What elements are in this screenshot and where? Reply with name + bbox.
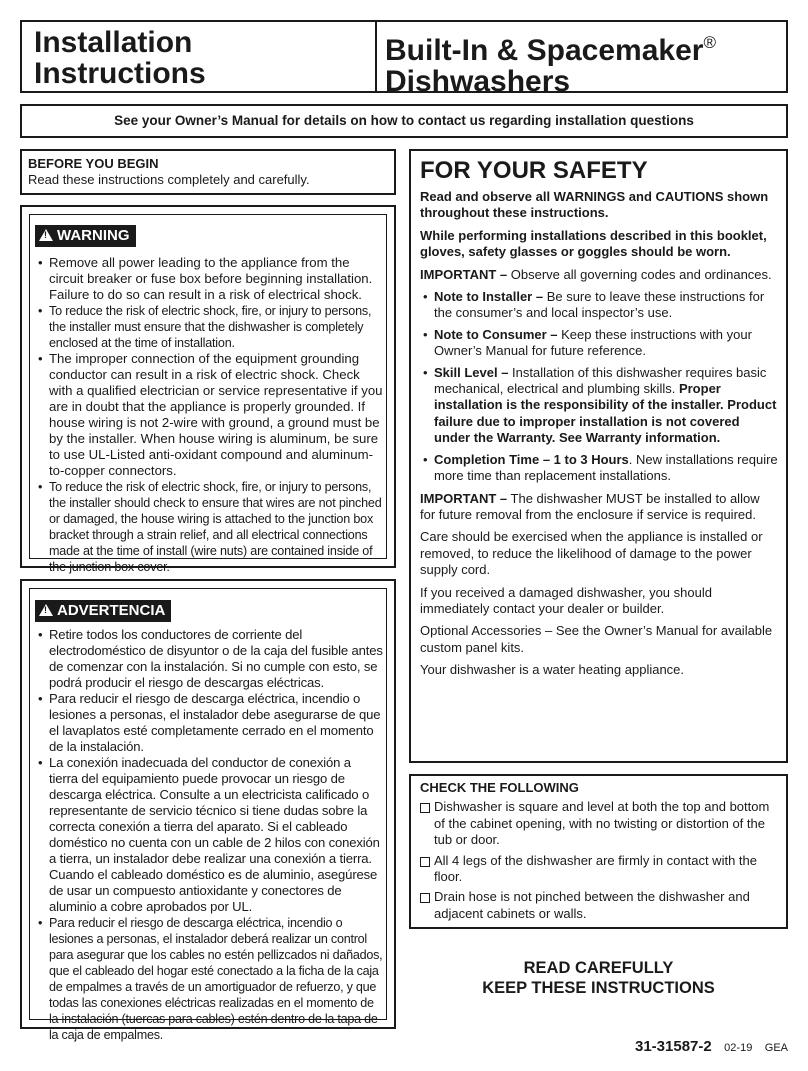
safety-bullet bbox=[420, 289, 778, 322]
registered-mark: ® bbox=[703, 33, 716, 52]
product-title-line-2: Dishwashers bbox=[385, 65, 571, 98]
safety-bullets bbox=[420, 289, 778, 484]
read-carefully-line-1: READ CAREFULLY bbox=[523, 959, 674, 977]
warning-inner bbox=[29, 214, 387, 574]
important-text: Observe all governing codes and ordinances. bbox=[507, 266, 772, 282]
warning-box bbox=[20, 205, 396, 574]
important-label: IMPORTANT – bbox=[420, 266, 508, 282]
read-carefully-line-2: KEEP THESE INSTRUCTIONS bbox=[482, 979, 715, 997]
check-heading: CHECK THE FOLLOWING bbox=[420, 780, 579, 795]
safety-box bbox=[409, 149, 788, 763]
revision-date: 02-19 bbox=[724, 1042, 753, 1054]
advertencia-inner bbox=[29, 588, 387, 1042]
check-item: Drain hose is not pinched between the dishwasher and adjacent cabinets or walls. bbox=[420, 889, 778, 922]
header-title-box bbox=[20, 20, 788, 98]
header-left-title bbox=[34, 27, 206, 89]
check-item: All 4 legs of the dishwasher are firmly in contact with the floor. bbox=[420, 853, 778, 886]
advertencia-item: • Para reducir el riesgo de descarga eléctrica, incendio o lesiones a personas, el instalador deberá realizar un control para asegurar que los cables no estén pellizcados ni dañados, que el cableado del hogar esté conectado a la ficha de la caja de empalmes a través de un amortiguador de refuerzo, y que todas las conexiones eléctricas realizadas en el momento de la instalación (tuercas para cables) estén dentro de la tapa de la caja de empalmes. bbox=[35, 915, 383, 1043]
bullet-label: Note to Installer – bbox=[434, 289, 544, 305]
safety-para-care: Care should be exercised when the appliance is installed or removed, to reduce the likelihood of damage to the power supply cord. bbox=[420, 529, 763, 578]
bullet-text: Installation of this dishwasher requires basic mechanical, electrical and plumbing skills. bbox=[434, 364, 767, 397]
title-line-2: Instructions bbox=[34, 57, 206, 90]
check-item: Dishwasher is square and level at both the top and bottom of the cabinet opening, with no twisting or distortion of the tub or door. bbox=[420, 799, 778, 848]
advertencia-label bbox=[35, 600, 171, 622]
advertencia-list bbox=[35, 627, 383, 1043]
bullet-label: Note to Consumer – bbox=[434, 326, 558, 342]
advertencia-item: • La conexión inadecuada del conductor de conexión a tierra del equipamiento puede provocar un riesgo de descarga eléctrica. Consulte a un electricista calificado o representante de servicio técnico si tiene dudas sobre la correcta conexión a tierra del aparato. Si el cableado doméstico no cuenta con un cable de 2 hilos con conexión a tierra, un instalador debe realizar una conexión a tierra. Cuando el cableado doméstico es de aluminio, asegúrese de usar un compuesto antioxidante y conectores de aluminio a cobre aprobados por UL. bbox=[35, 755, 383, 915]
product-title-line-1: Built-In & Spacemaker bbox=[385, 34, 704, 67]
safety-bullet bbox=[420, 365, 778, 447]
warning-list bbox=[35, 255, 383, 575]
footer bbox=[635, 1038, 788, 1056]
bullet-text: Be sure to leave these instructions for the consumer’s and local inspector’s use. bbox=[434, 289, 765, 321]
warning-label bbox=[35, 225, 136, 247]
safety-bullet bbox=[420, 327, 778, 360]
read-carefully bbox=[409, 958, 788, 998]
warning-triangle-icon: ! bbox=[39, 229, 53, 241]
bullet-label: Completion Time – 1 to 3 Hours bbox=[434, 451, 629, 467]
warning-item: • Remove all power leading to the appliance from the circuit breaker or fuse box before beginning installation. Failure to do so can result in a risk of electrical shock. bbox=[35, 255, 383, 303]
bullet-text: Keep these instructions with your Owner’s Manual for future reference. bbox=[434, 326, 752, 359]
safety-para-warnings: Read and observe all WARNINGS and CAUTIONS shown throughout these instructions. bbox=[420, 189, 769, 221]
safety-title: FOR YOUR SAFETY bbox=[420, 157, 648, 184]
before-text: Read these instructions completely and carefully. bbox=[28, 172, 310, 187]
bullet-text: . New installations require more time than replacement installations. bbox=[434, 451, 778, 484]
warning-triangle-icon: ! bbox=[39, 604, 53, 616]
warning-item: • To reduce the risk of electric shock, fire, or injury to persons, the installer must ensure that the dishwasher is completely enclosed at the time of installation. bbox=[35, 303, 383, 351]
safety-para-damaged: If you received a damaged dishwasher, you should immediately contact your dealer or builder. bbox=[420, 584, 712, 616]
check-box bbox=[409, 774, 788, 929]
contact-notice-box bbox=[20, 104, 788, 138]
header-right-title bbox=[385, 27, 716, 97]
bullet-bold-tail: Proper installation is the responsibility of the installer. Product failure due to improper installation is not covered under the Warranty. See Warranty information. bbox=[434, 381, 777, 446]
advertencia-box bbox=[20, 579, 396, 1042]
safety-important-removal bbox=[420, 491, 778, 524]
advertencia-label-text: ADVERTENCIA bbox=[57, 602, 166, 619]
warning-label-text: WARNING bbox=[57, 227, 130, 244]
warning-item: • To reduce the risk of electric shock, fire, or injury to persons, the installer should check to ensure that wires are not pinched or damaged, the house wiring is attached to the junction box bracket through a strain relief, and all electrical connections made at the time of install (wire nuts) are contained inside of the junction box cover. bbox=[35, 479, 383, 575]
header-divider bbox=[375, 22, 377, 91]
before-heading: BEFORE YOU BEGIN bbox=[28, 156, 159, 171]
brand: GEA bbox=[764, 1042, 788, 1054]
safety-important-codes bbox=[420, 267, 778, 283]
important-label: IMPORTANT – bbox=[420, 490, 508, 506]
safety-para-gloves: While performing installations described in this booklet, gloves, safety glasses or goggles should be worn. bbox=[420, 227, 767, 260]
safety-para-accessories: Optional Accessories – See the Owner’s Manual for available custom panel kits. bbox=[420, 623, 773, 655]
advertencia-item: • Retire todos los conductores de corriente del electrodoméstico de disyuntor o de la caja del fusible antes de comenzar con la instalación. Si no cumple con esto, se podrá producir el riesgo de descargas eléctricas. bbox=[35, 627, 383, 691]
safety-bullet bbox=[420, 452, 778, 485]
safety-para-water: Your dishwasher is a water heating appliance. bbox=[420, 662, 685, 678]
bullet-label: Skill Level – bbox=[434, 364, 509, 380]
part-number: 31-31587-2 bbox=[634, 1038, 712, 1055]
contact-notice: See your Owner’s Manual for details on how to contact us regarding installation questions bbox=[114, 113, 694, 128]
warning-item: • The improper connection of the equipment grounding conductor can result in a risk of electric shock. Check with a qualified electrician or service representative if you are in doubt that the appliance is properly grounded. If house wiring is not 2-wire with ground, a ground must be by the installer. When house wiring is aluminum, be sure to use UL-Listed anti-oxidant compound and aluminum-to-copper connectors. bbox=[35, 351, 383, 479]
advertencia-item: • Para reducir el riesgo de descarga eléctrica, incendio o lesiones a personas, el instalador debe asegurarse de que el lavaplatos esté completamente cerrado en el momento de la instalación. bbox=[35, 691, 383, 755]
important-text: The dishwasher MUST be installed to allow for future removal from the enclosure if service is required. bbox=[420, 490, 760, 522]
title-line-1: Installation bbox=[34, 26, 193, 59]
check-list bbox=[420, 799, 778, 922]
before-you-begin-box bbox=[20, 149, 396, 195]
